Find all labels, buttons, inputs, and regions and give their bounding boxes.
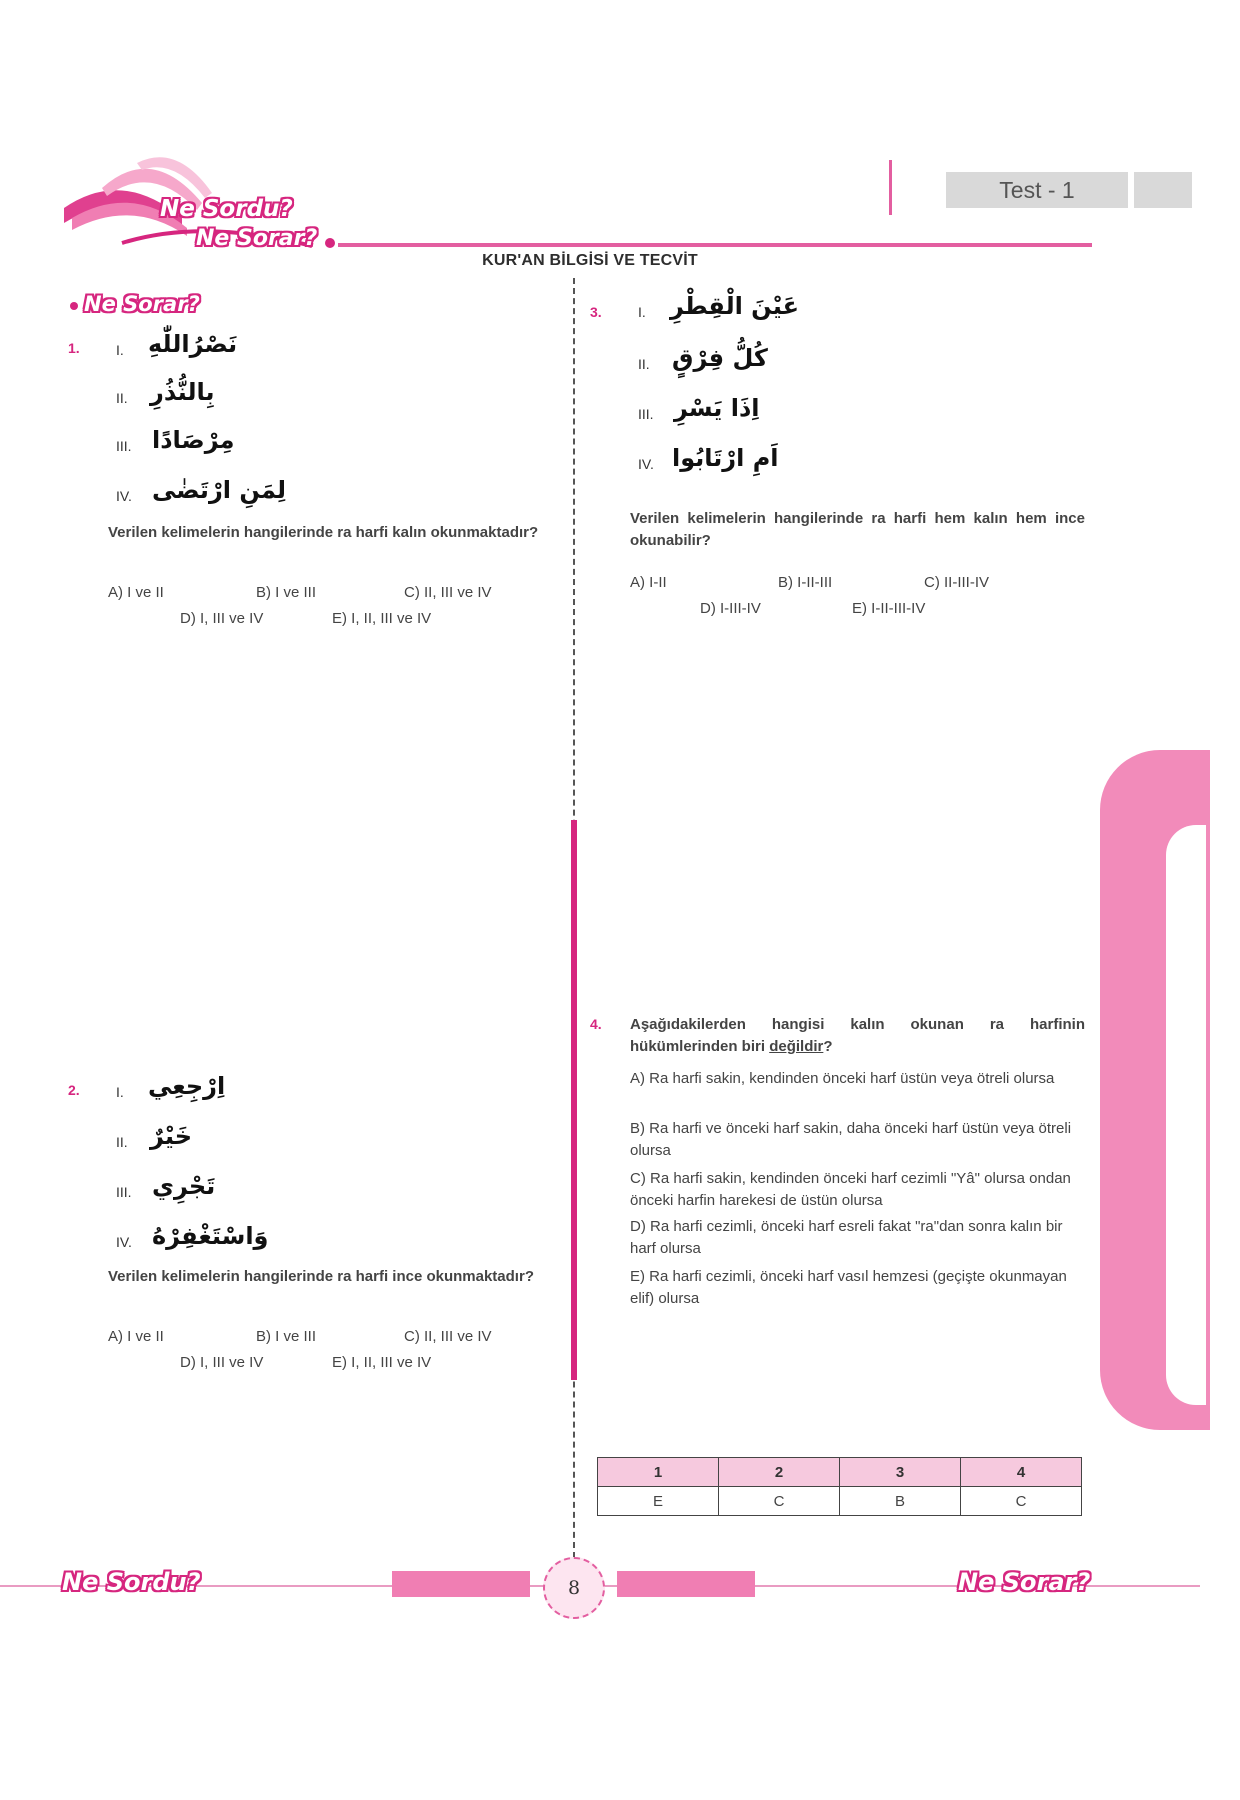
item-roman: I.	[116, 342, 124, 358]
item-roman: IV.	[116, 488, 132, 504]
item-arabic: اِذَا يَسْرِ	[674, 394, 760, 422]
section-badge: Ne Sorar?	[84, 292, 200, 316]
footer-bar-right	[617, 1571, 755, 1597]
option-c: C) Ra harfi sakin, kendinden önceki harf cezimli "Yâ" olursa ondan önceki harfin harekesi de üstün olursa	[630, 1170, 1071, 1209]
question-stem-part1: Aşağıdakilerden hangisi kalın okunan ra harfinin hükümlerinden biri	[630, 1016, 1085, 1055]
option-e: E) I-II-III-IV	[852, 600, 926, 617]
item-arabic: كُلُّ فِرْقٍ	[672, 344, 768, 372]
question-number: 3.	[590, 304, 602, 320]
option-b: B) I ve III	[256, 584, 317, 601]
side-tab-inner	[1166, 825, 1206, 1405]
option-b: B) I ve III	[256, 1328, 317, 1345]
question-number: 1.	[68, 340, 80, 356]
item-arabic: وَاسْتَغْفِرْهُ	[152, 1222, 269, 1250]
item-roman: I.	[116, 1084, 124, 1100]
badge-dot	[70, 302, 78, 310]
answer-key-header-row	[598, 1458, 1082, 1487]
item-roman: I.	[638, 304, 646, 320]
header-dot	[325, 238, 335, 248]
option-c: C) II, III ve IV	[404, 584, 492, 601]
answer-key-row	[598, 1487, 1082, 1516]
option-b: B) I-II-III	[778, 574, 833, 591]
question-number: 4.	[590, 1016, 602, 1032]
option-a: A) Ra harfi sakin, kendinden önceki harf üstün veya ötreli olursa	[630, 1070, 1055, 1087]
item-arabic: اَمِ ارْتَابُوا	[672, 444, 779, 472]
option-a: A) I ve II	[108, 584, 164, 601]
answer-key-header: 1	[598, 1458, 719, 1487]
answer-key-table	[597, 1457, 1082, 1516]
footer-logo-left: Ne Sordu?	[62, 1568, 201, 1596]
option-d: D) I-III-IV	[700, 600, 761, 617]
option-e: E) I, II, III ve IV	[332, 1354, 432, 1371]
item-roman: III.	[638, 406, 654, 422]
answer-key-cell: C	[961, 1487, 1082, 1516]
option-a: A) I-II	[630, 574, 667, 591]
question-stem-emphasis: değildir	[769, 1038, 824, 1055]
option-a: A) I ve II	[108, 1328, 164, 1345]
option-b: B) Ra harfi ve önceki harf sakin, daha önceki harf üstün veya ötreli olursa	[630, 1120, 1072, 1159]
option-c: C) II-III-IV	[924, 574, 989, 591]
item-roman: II.	[116, 1134, 128, 1150]
item-arabic: نَصْرُاللّٰهِ	[148, 330, 238, 358]
question-stem: Verilen kelimelerin hangilerinde ra harfi hem kalın hem ince okunabilir?	[630, 510, 1085, 549]
question-stem-part2: ?	[823, 1038, 833, 1055]
answer-key-cell: C	[719, 1487, 840, 1516]
item-arabic: بِالنُّذُرِ	[150, 378, 215, 406]
option-d: D) Ra harfi cezimli, önceki harf esreli fakat "ra"dan sonra kalın bir harf olursa	[630, 1218, 1063, 1257]
answer-key-header: 3	[840, 1458, 961, 1487]
test-label: Test - 1	[946, 172, 1128, 208]
header-logo-line2: Ne Sorar?	[196, 226, 318, 251]
test-label-tab	[1134, 172, 1192, 208]
item-arabic: اِرْجِعِي	[148, 1072, 226, 1100]
header-divider	[889, 160, 892, 215]
option-e: E) Ra harfi cezimli, önceki harf vasıl hemzesi (geçişte okunmayan elif) olursa	[630, 1268, 1067, 1307]
footer-logo-right: Ne Sorar?	[958, 1568, 1091, 1596]
item-arabic: مِرْصَادًا	[152, 426, 235, 454]
footer-bar-left	[392, 1571, 530, 1597]
item-roman: II.	[116, 390, 128, 406]
question-stem: Verilen kelimelerin hangilerinde ra harfi kalın okunmaktadır?	[108, 524, 539, 541]
item-roman: III.	[116, 1184, 132, 1200]
item-arabic: خَيْرٌ	[150, 1122, 193, 1150]
answer-key-cell: E	[598, 1487, 719, 1516]
option-c: C) II, III ve IV	[404, 1328, 492, 1345]
item-roman: III.	[116, 438, 132, 454]
item-arabic: لِمَنِ ارْتَضٰى	[152, 476, 287, 504]
item-roman: IV.	[116, 1234, 132, 1250]
answer-key-header: 2	[719, 1458, 840, 1487]
question-stem: Verilen kelimelerin hangilerinde ra harfi ince okunmaktadır?	[108, 1268, 534, 1285]
column-divider-accent	[571, 820, 577, 1380]
item-arabic: عَيْنَ الْقِطْرِ	[670, 292, 799, 320]
option-d: D) I, III ve IV	[180, 1354, 264, 1371]
item-arabic: تَجْرِي	[152, 1172, 216, 1200]
header-rule	[338, 243, 1092, 247]
item-roman: IV.	[638, 456, 654, 472]
option-e: E) I, II, III ve IV	[332, 610, 432, 627]
item-roman: II.	[638, 356, 650, 372]
section-title: KUR'AN BİLGİSİ VE TECVİT	[482, 252, 698, 269]
question-number: 2.	[68, 1082, 80, 1098]
answer-key-header: 4	[961, 1458, 1082, 1487]
header-logo-line1: Ne Sordu?	[160, 196, 293, 222]
side-url: www.dizgikitap.com	[1218, 980, 1239, 1182]
answer-key-cell: B	[840, 1487, 961, 1516]
question-stem	[630, 1014, 1085, 1058]
page-number: 8	[543, 1557, 605, 1619]
option-d: D) I, III ve IV	[180, 610, 264, 627]
